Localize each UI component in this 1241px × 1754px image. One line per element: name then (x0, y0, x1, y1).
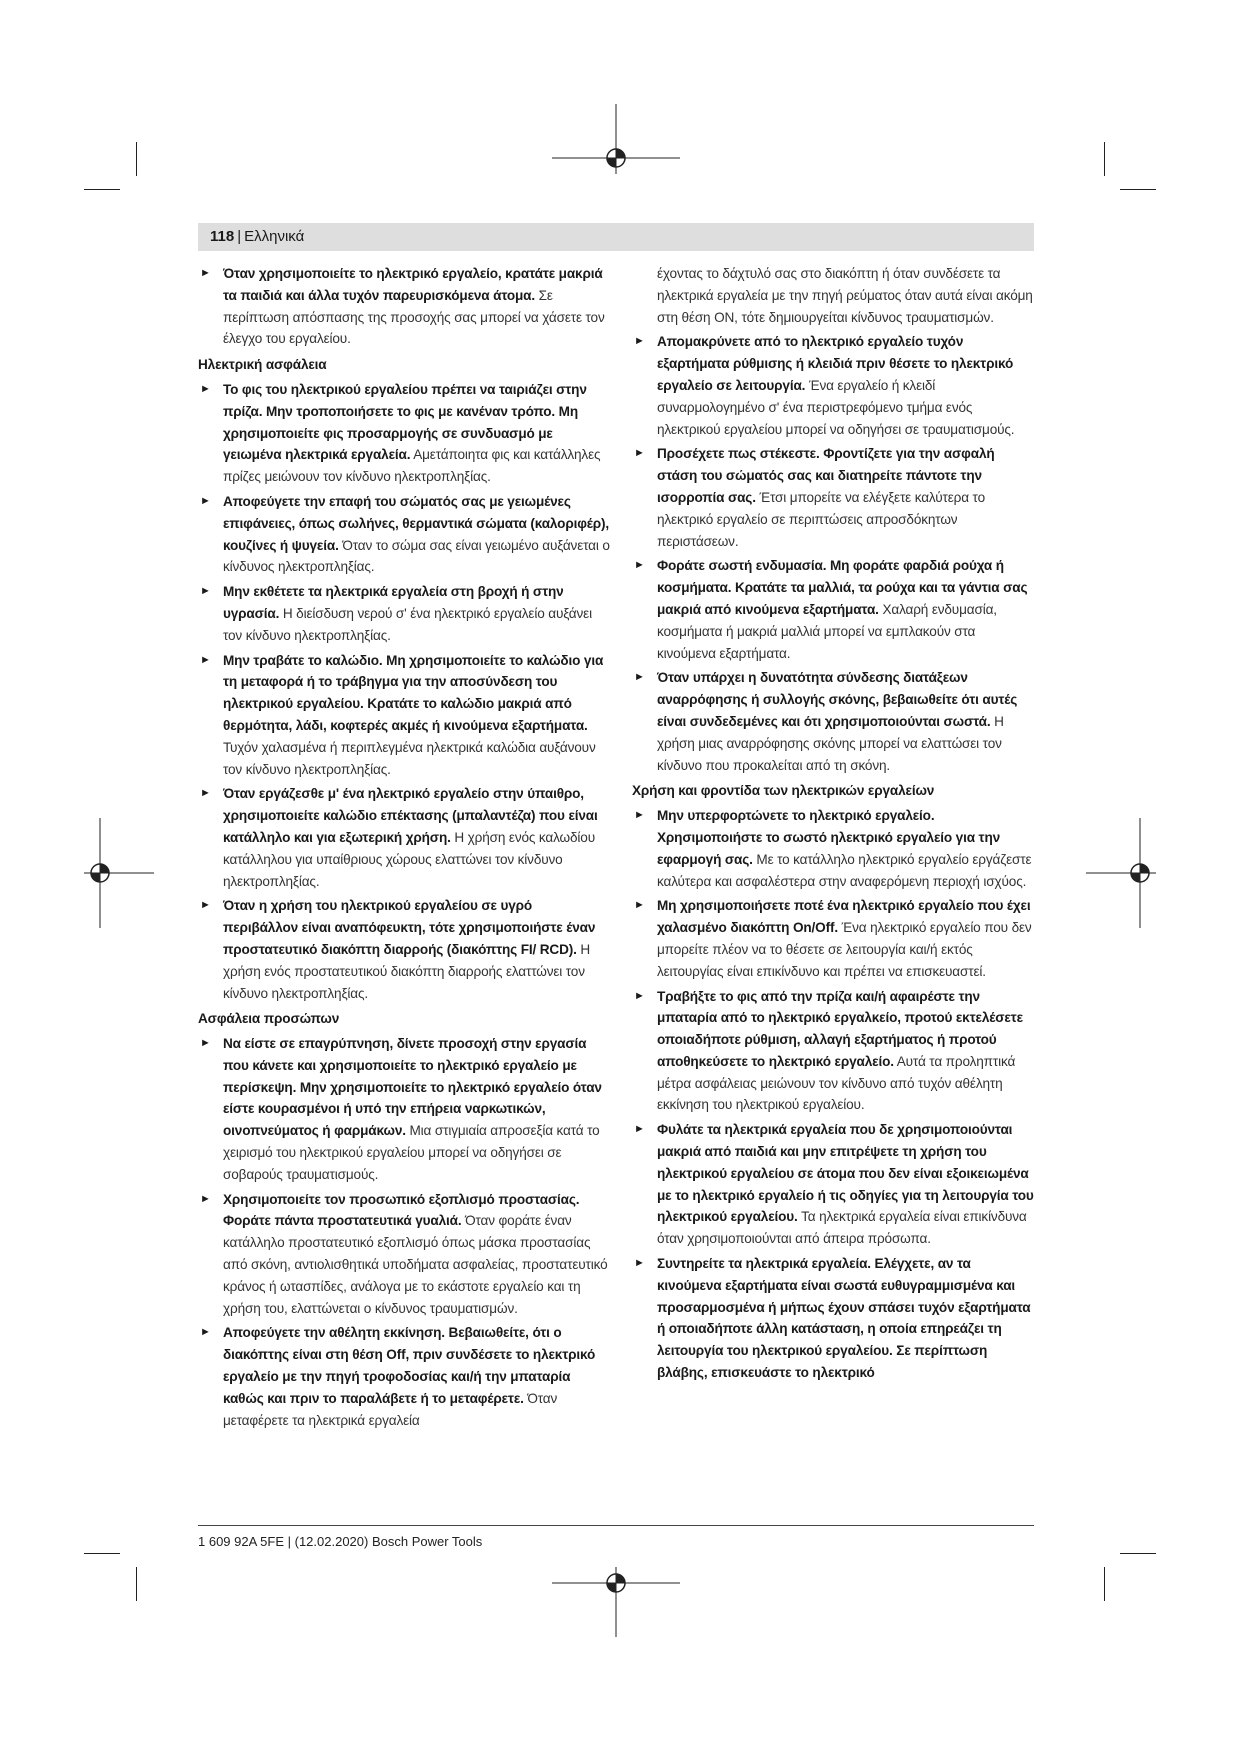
bullet-arrow-icon: ► (634, 809, 645, 822)
bullet-bold-text: Φυλάτε τα ηλεκτρικά εργαλεία που δε χρησιμοποιούνται μακριά από παιδιά και μην επιτρέψετε τη χρήση του ηλεκτρικού εργαλείου σε άτομα που δεν είναι εξοικειωμένα με το ηλεκτρικό εργαλείο ή τις οδηγίες για τη λειτουργία του ηλεκτρικού εργαλείου. (657, 1122, 1034, 1225)
bullet-bold-text: Συντηρείτε τα ηλεκτρικά εργαλεία. Ελέγχετε, αν τα κινούμενα εξαρτήματα είναι σωστά ευθυγραμμισμένα και προσαρμοσμένα ή μήπως έχουν σπάσει τυχόν εξαρτήματα ή οποιαδήποτε άλλη κατάσταση, η οποία επηρεάζει τη λειτουργία του ηλεκτρικού εργαλείου. Σε περίπτωση βλάβης, επισκευάστε το ηλεκτρικό (657, 1256, 1031, 1381)
bullet-bold-text: Μην υπερφορτώνετε το ηλεκτρικό εργαλείο. Χρησιμοποιήστε το σωστό ηλεκτρικό εργαλείο για την εφαρμογή σας. (657, 808, 1001, 867)
crop-mark (136, 1567, 137, 1601)
bullet-bold-text: Το φις του ηλεκτρικού εργαλείου πρέπει να ταιριάζει στην πρίζα. Μην τροποποιήσετε το φις με κανέναν τρόπο. Μη χρησιμοποιείτε φις προσαρμογής σε συνδυασμό με γειωμένα ηλεκτρικά εργαλεία. (223, 381, 587, 463)
bullet-arrow-icon: ► (200, 585, 211, 598)
language-label: Ελληνικά (244, 228, 305, 245)
bullet-item (632, 1119, 1037, 1250)
bullet-arrow-icon: ► (634, 1123, 645, 1136)
bullet-normal-text: Με το κατάλληλο ηλεκτρικό εργαλείο εργάζεστε καλύτερα και ασφαλέστερα στην αναφερόμενη περιοχή ισχύος. (657, 851, 1032, 889)
header-separator: | (237, 228, 242, 245)
bullet-arrow-icon: ► (200, 1192, 211, 1205)
bullet-bold-text: Προσέχετε πως στέκεστε. Φροντίζετε για την ασφαλή στάση του σώματός σας και διατηρείτε πάντοτε την ισορροπία σας. (657, 446, 995, 505)
registration-mark-icon (84, 818, 154, 928)
bullet-item (632, 1253, 1037, 1384)
bullet-bold-text: Να είστε σε επαγρύπνηση, δίνετε προσοχή στην εργασία που κάνετε και χρησιμοποιείτε το ηλεκτρικό εργαλείο με περίσκεψη. Μην χρησιμοποιείτε το ηλεκτρικό εργαλείο όταν είστε κουρασμένοι ή υπό την επήρεια ναρκωτικών, οινοπνεύματος ή φαρμάκων. (223, 1036, 602, 1139)
crop-mark (1120, 189, 1156, 190)
bullet-normal-text: Αυτά τα προληπτικά μέτρα ασφάλειας μειώνουν τον κίνδυνο από τυχόν αθέλητη εκκίνηση του ηλεκτρικού εργαλείου. (657, 1053, 1016, 1113)
bullet-bold-text: Φοράτε σωστή ενδυμασία. Μη φοράτε φαρδιά ρούχα ή κοσμήματα. Κρατάτε τα μαλλιά, τα ρούχα και τα γάντια σας μακριά από κινούμενα εξαρτήματα. (657, 558, 1028, 617)
bullet-normal-text: Χαλαρή ενδυμασία, κοσμήματα ή μακριά μαλλιά μπορεί να εμπλακούν στα κινούμενα εξαρτήματα. (657, 601, 997, 661)
bullet-normal-text: Αμετάποιητα φις και κατάλληλες πρίζες μειώνουν τον κίνδυνο ηλεκτροπληξίας. (223, 447, 601, 485)
bullet-arrow-icon: ► (200, 899, 211, 912)
right-column (632, 263, 1037, 1387)
bullet-item (198, 263, 610, 350)
bullet-item (198, 1189, 610, 1320)
bullet-bold-text: Μην εκθέτετε τα ηλεκτρικά εργαλεία στη βροχή ή στην υγρασία. (223, 584, 564, 621)
bullet-normal-text: Μια στιγμιαία απροσεξία κατά το χειρισμό του ηλεκτρικού εργαλείου μπορεί να οδηγήσει σε σοβαρούς τραυματισμούς. (223, 1123, 600, 1182)
bullet-bold-text: Αποφεύγετε την επαφή του σώματός σας με γειωμένες επιφάνειες, όπως σωλήνες, θερμαντικά σώματα (καλοριφέρ), κουζίνες ή ψυγεία. (223, 493, 610, 553)
bullet-normal-text: Έτσι μπορείτε να ελέγξετε καλύτερα το ηλεκτρικό εργαλείο σε περιπτώσεις απροσδόκητων περιστάσεων. (657, 489, 985, 549)
section-heading: Ηλεκτρική ασφάλεια (198, 357, 327, 373)
bullet-normal-text: Τυχόν χαλασμένα ή περιπλεγμένα ηλεκτρικά καλώδια αυξάνουν τον κίνδυνο ηλεκτροπληξίας. (223, 739, 596, 777)
bullet-arrow-icon: ► (634, 447, 645, 460)
page-number-group (210, 228, 304, 245)
crop-mark (1120, 1553, 1156, 1554)
bullet-arrow-icon: ► (634, 989, 645, 1002)
bullet-item (198, 783, 610, 892)
bullet-normal-text: Η χρήση μιας αναρρόφησης σκόνης μπορεί να ελαττώσει τον κίνδυνο που προκαλείται από τη σκόνη. (657, 713, 1004, 773)
section-heading: Ασφάλεια προσώπων (198, 1011, 340, 1027)
continued-paragraph: έχοντας το δάχτυλό σας στο διακόπτη ή όταν συνδέσετε τα ηλεκτρικά εργαλεία με την πηγή ρεύματος όταν αυτά είναι ακόμη στη θέση ON, τότε δημιουργείται κίνδυνος τραυματισμών. (657, 266, 1033, 325)
bullet-item (198, 895, 610, 1004)
bullet-normal-text: Ένα εργαλείο ή κλειδί συναρμολογημένο σ' ένα περιστρεφόμενο τμήμα ενός ηλεκτρικού εργαλείου μπορεί να οδηγήσει σε τραυματισμούς. (657, 377, 1015, 437)
bullet-arrow-icon: ► (634, 899, 645, 912)
bullet-bold-text: Όταν εργάζεσθε μ' ένα ηλεκτρικό εργαλείο στην ύπαιθρο, χρησιμοποιείτε καλώδιο επέκτασης (μπαλαντέζα) που είναι κατάλληλο και για εξωτερική χρήση. (223, 786, 598, 845)
left-column (198, 263, 610, 1434)
bullet-item (632, 895, 1037, 982)
footer-divider (198, 1525, 1034, 1526)
bullet-item (198, 581, 610, 646)
bullet-arrow-icon: ► (634, 335, 645, 348)
bullet-normal-text: Σε περίπτωση απόσπασης της προσοχής σας μπορεί να χάσετε τον έλεγχο του εργαλείου. (223, 287, 605, 347)
bullet-normal-text: Η χρήση ενός καλωδίου κατάλληλου για υπαίθριους χώρους ελαττώνει τον κίνδυνο ηλεκτροπληξίας. (223, 829, 595, 889)
bullet-normal-text: Όταν φοράτε έναν κατάλληλο προστατευτικό εξοπλισμό όπως μάσκα προστασίας από σκόνη, αντιολισθητικά υποδήματα ασφαλείας, προστατευτικό κράνος ή ωτασπίδες, ανάλογα με το εκάστοτε εργαλείο και τη χρήση του, ελαττώνεται ο κίνδυνος τραυματισμών. (223, 1213, 608, 1316)
bullet-normal-text: Όταν το σώμα σας είναι γειωμένο αυξάνεται ο κίνδυνος ηλεκτροπληξίας. (223, 537, 610, 575)
bullet-arrow-icon: ► (200, 382, 211, 395)
bullet-normal-text: Ένα ηλεκτρικό εργαλείο που δεν μπορείτε πλέον να το θέσετε σε λειτουργία και/ή εκτός λειτουργίας είναι επικίνδυνο και πρέπει να επισκευαστεί. (657, 920, 1032, 979)
bullet-item (632, 986, 1037, 1117)
bullet-bold-text: Χρησιμοποιείτε τον προσωπικό εξοπλισμό προστασίας. Φοράτε πάντα προστατευτικά γυαλιά. (223, 1191, 580, 1229)
crop-mark (1104, 142, 1105, 176)
page-footer: 1 609 92A 5FE | (12.02.2020) Bosch Power Tools (198, 1534, 483, 1549)
crop-mark (1104, 1567, 1105, 1601)
bullet-normal-text: Όταν μεταφέρετε τα ηλεκτρικά εργαλεία (223, 1390, 558, 1428)
bullet-item (632, 331, 1037, 440)
bullet-item (198, 1033, 610, 1186)
bullet-item (632, 555, 1037, 664)
bullet-arrow-icon: ► (634, 1257, 645, 1270)
bullet-item (632, 667, 1037, 776)
bullet-arrow-icon: ► (200, 1326, 211, 1339)
bullet-arrow-icon: ► (200, 653, 211, 666)
bullet-arrow-icon: ► (200, 267, 211, 279)
bullet-normal-text: Η χρήση ενός προστατευτικού διακόπτη διαρροής ελαττώνει τον κίνδυνο ηλεκτροπληξίας. (223, 941, 591, 1001)
bullet-normal-text: Τα ηλεκτρικά εργαλεία είναι επικίνδυνα όταν χρησιμοποιούνται από άπειρα πρόσωπα. (657, 1209, 1027, 1247)
bullet-arrow-icon: ► (634, 559, 645, 572)
page-number: 118 (210, 228, 235, 245)
bullet-arrow-icon: ► (200, 1037, 211, 1050)
bullet-bold-text: Αποφεύγετε την αθέλητη εκκίνηση. Βεβαιωθείτε, ότι ο διακόπτης είναι στη θέση Off, πριν συνδέσετε το ηλεκτρικό εργαλείο με την πηγή τροφοδοσίας και/ή την μπαταρία καθώς και πριν το παραλάβετε ή το μεταφέρετε. (223, 1325, 596, 1406)
crop-mark (84, 1553, 120, 1554)
registration-mark-icon (1086, 818, 1156, 928)
bullet-bold-text: Όταν υπάρχει η δυνατότητα σύνδεσης διατάξεων αναρρόφησης ή συλλογής σκόνης, βεβαιωθείτε ότι αυτές είναι συνδεδεμένες και ότι χρησιμοποιούνται σωστά. (657, 670, 1018, 729)
bullet-item (198, 491, 610, 578)
registration-mark-icon (552, 1567, 680, 1637)
bullet-bold-text: Μην τραβάτε το καλώδιο. Μη χρησιμοποιείτε το καλώδιο για τη μεταφορά ή το τράβηγμα για την αποσύνδεση του ηλεκτρικού εργαλείου. Κρατάτε το καλώδιο μακριά από θερμότητα, λάδι, κοφτερές ακμές ή κινούμενα εξαρτήματα. (223, 652, 604, 733)
bullet-bold-text: Όταν η χρήση του ηλεκτρικού εργαλείου σε υγρό περιβάλλον είναι αναπόφευκτη, τότε χρησιμοποιήστε έναν προστατευτικό διακόπτη διαρροής (διακόπτης FI/ RCD). (223, 898, 596, 957)
registration-mark-icon (552, 104, 680, 174)
bullet-arrow-icon: ► (200, 494, 211, 507)
section-heading: Χρήση και φροντίδα των ηλεκτρικών εργαλείων (632, 783, 935, 799)
bullet-bold-text: Μη χρησιμοποιήσετε ποτέ ένα ηλεκτρικό εργαλείο που έχει χαλασμένο διακόπτη On/Off. (657, 898, 1031, 936)
bullet-normal-text: Η διείσδυση νερού σ' ένα ηλεκτρικό εργαλείο αυξάνει τον κίνδυνο ηλεκτροπληξίας. (223, 605, 592, 643)
bullet-item (632, 443, 1037, 552)
crop-mark (84, 189, 120, 190)
page-header (198, 223, 1034, 251)
bullet-bold-text: Τραβήξτε το φις από την πρίζα και/ή αφαιρέστε την μπαταρία από το ηλεκτρικό εργαλκείο, προτού εκτελέσετε οποιαδήποτε ρύθμιση, αλλαγή εξαρτήματος ή προτού αποθηκεύσετε το ηλεκτρικό εργαλείο. (657, 988, 1023, 1069)
bullet-item (632, 805, 1037, 892)
bullet-arrow-icon: ► (634, 671, 645, 684)
crop-mark (136, 142, 137, 176)
bullet-item (198, 379, 610, 488)
bullet-item (198, 650, 610, 781)
bullet-bold-text: Απομακρύνετε από το ηλεκτρικό εργαλείο τυχόν εξαρτήματα ρύθμισης ή κλειδιά πριν θέσετε το ηλεκτρικό εργαλείο σε λειτουργία. (657, 334, 1014, 393)
bullet-bold-text: Όταν χρησιμοποιείτε το ηλεκτρικό εργαλείο, κρατάτε μακριά τα παιδιά και άλλα τυχόν παρευρισκόμενα άτομα. (223, 266, 603, 303)
bullet-item (198, 1322, 610, 1431)
bullet-arrow-icon: ► (200, 787, 211, 800)
